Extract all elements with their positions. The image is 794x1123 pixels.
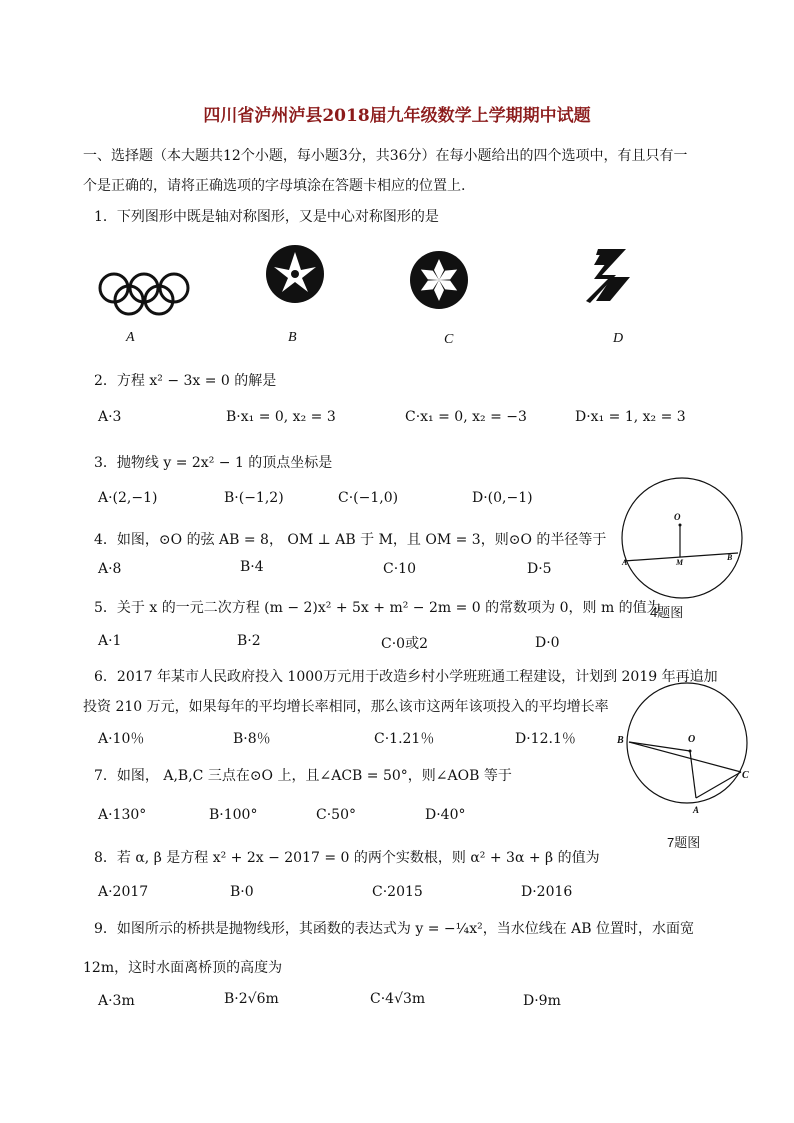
figure-label-d: D	[613, 331, 624, 346]
question-7-stem: 7．如图， A,B,C 三点在⊙O 上，且∠ACB = 50°，则∠AOB 等于	[94, 768, 512, 784]
question-9-stem-line2: 12m，这时水面离桥顶的高度为	[83, 960, 283, 976]
fig4-caption: 4题图	[650, 605, 684, 620]
question-6-stem-line1: 6．2017 年某市人民政府投入 1000万元用于改造乡村小学班班通工程建设，计划到 2019 年再追加	[94, 669, 718, 685]
q2-option-d: D·x₁ = 1, x₂ = 3	[575, 409, 686, 425]
olympic-rings-figure	[98, 270, 193, 315]
q4-option-d: D·5	[527, 561, 552, 577]
figure-7-circle-diagram	[615, 683, 765, 823]
q3-option-b: B·(−1,2)	[224, 490, 284, 506]
q8-option-d: D·2016	[521, 884, 573, 900]
q9-option-a: A·3m	[98, 993, 135, 1009]
figure-label-b: B	[288, 330, 297, 345]
q5-option-a: A·1	[98, 633, 122, 649]
fig7-label-c: C	[742, 770, 749, 781]
question-9-stem-line1: 9．如图所示的桥拱是抛物线形，其函数的表达式为 y = −¼x²，当水位线在 AB 位置时，水面宽	[94, 921, 695, 937]
q4-option-b: B·4	[240, 559, 264, 575]
figure-label-a: A	[126, 330, 135, 345]
fig7-label-o: O	[688, 734, 696, 745]
q4-option-c: C·10	[383, 561, 416, 577]
q2-option-c: C·x₁ = 0, x₂ = −3	[405, 409, 527, 425]
question-4-stem: 4．如图，⊙O 的弦 AB = 8， OM ⊥ AB 于 M，且 OM = 3，则⊙O 的半径等于	[94, 532, 607, 548]
fig7-caption: 7题图	[667, 835, 701, 850]
question-1-stem: 1．下列图形中既是轴对称图形，又是中心对称图形的是	[94, 209, 439, 225]
q5-option-c: C·0或2	[381, 636, 428, 652]
q7-option-d: D·40°	[425, 807, 466, 823]
q8-option-c: C·2015	[372, 884, 423, 900]
q2-option-b: B·x₁ = 0, x₂ = 3	[226, 409, 336, 425]
q5-option-d: D·0	[535, 635, 560, 651]
page-title: 四川省泸州泸县2018届九年级数学上学期期中试题	[203, 106, 591, 126]
q7-option-a: A·130°	[98, 807, 147, 823]
question-6-stem-line2: 投资 210 万元，如果每年的平均增长率相同，那么该市这两年该项投入的平均增长率	[83, 699, 609, 715]
fig7-label-b: B	[617, 735, 624, 746]
fig4-label-m: M	[676, 558, 684, 567]
q9-option-b: B·2√6m	[224, 991, 279, 1007]
fig4-label-a: A	[622, 558, 628, 567]
question-2-stem: 2．方程 x² − 3x = 0 的解是	[94, 373, 277, 389]
question-3-stem: 3．抛物线 y = 2x² − 1 的顶点坐标是	[94, 455, 333, 471]
q4-option-a: A·8	[98, 561, 122, 577]
q8-option-b: B·0	[230, 884, 254, 900]
q3-option-a: A·(2,−1)	[98, 490, 158, 506]
q9-option-d: D·9m	[523, 993, 561, 1009]
q5-option-b: B·2	[237, 633, 261, 649]
figure-label-c: C	[444, 332, 454, 347]
shuriken-figure	[264, 243, 326, 305]
q6-option-b: B·8％	[233, 731, 271, 747]
q7-option-b: B·100°	[209, 807, 258, 823]
q3-option-c: C·(−1,0)	[338, 490, 399, 506]
hexagram-flower-figure	[408, 249, 470, 311]
q6-option-d: D·12.1％	[515, 731, 576, 747]
q2-option-a: A·3	[98, 409, 122, 425]
section-instruction-line1: 一、选择题（本大题共12个小题，每小题3分，共36分）在每小题给出的四个选项中，有且只有一	[83, 148, 688, 164]
fig7-label-a: A	[693, 805, 700, 815]
s-logo-figure	[582, 247, 636, 305]
question-8-stem: 8．若 α, β 是方程 x² + 2x − 2017 = 0 的两个实数根，则 α² + 3α + β 的值为	[94, 850, 600, 866]
q3-option-d: D·(0,−1)	[472, 490, 533, 506]
q9-option-c: C·4√3m	[370, 991, 426, 1007]
section-instruction-line2: 个是正确的，请将正确选项的字母填涂在答题卡相应的位置上.	[83, 178, 466, 194]
q6-option-c: C·1.21％	[374, 731, 435, 747]
fig4-label-o: O	[674, 512, 681, 522]
q6-option-a: A·10％	[98, 731, 145, 747]
question-5-stem: 5．关于 x 的一元二次方程 (m − 2)x² + 5x + m² − 2m = 0 的常数项为 0，则 m 的值为	[94, 600, 661, 616]
fig4-label-b: B	[727, 553, 733, 562]
q7-option-c: C·50°	[316, 807, 356, 823]
q8-option-a: A·2017	[98, 884, 149, 900]
